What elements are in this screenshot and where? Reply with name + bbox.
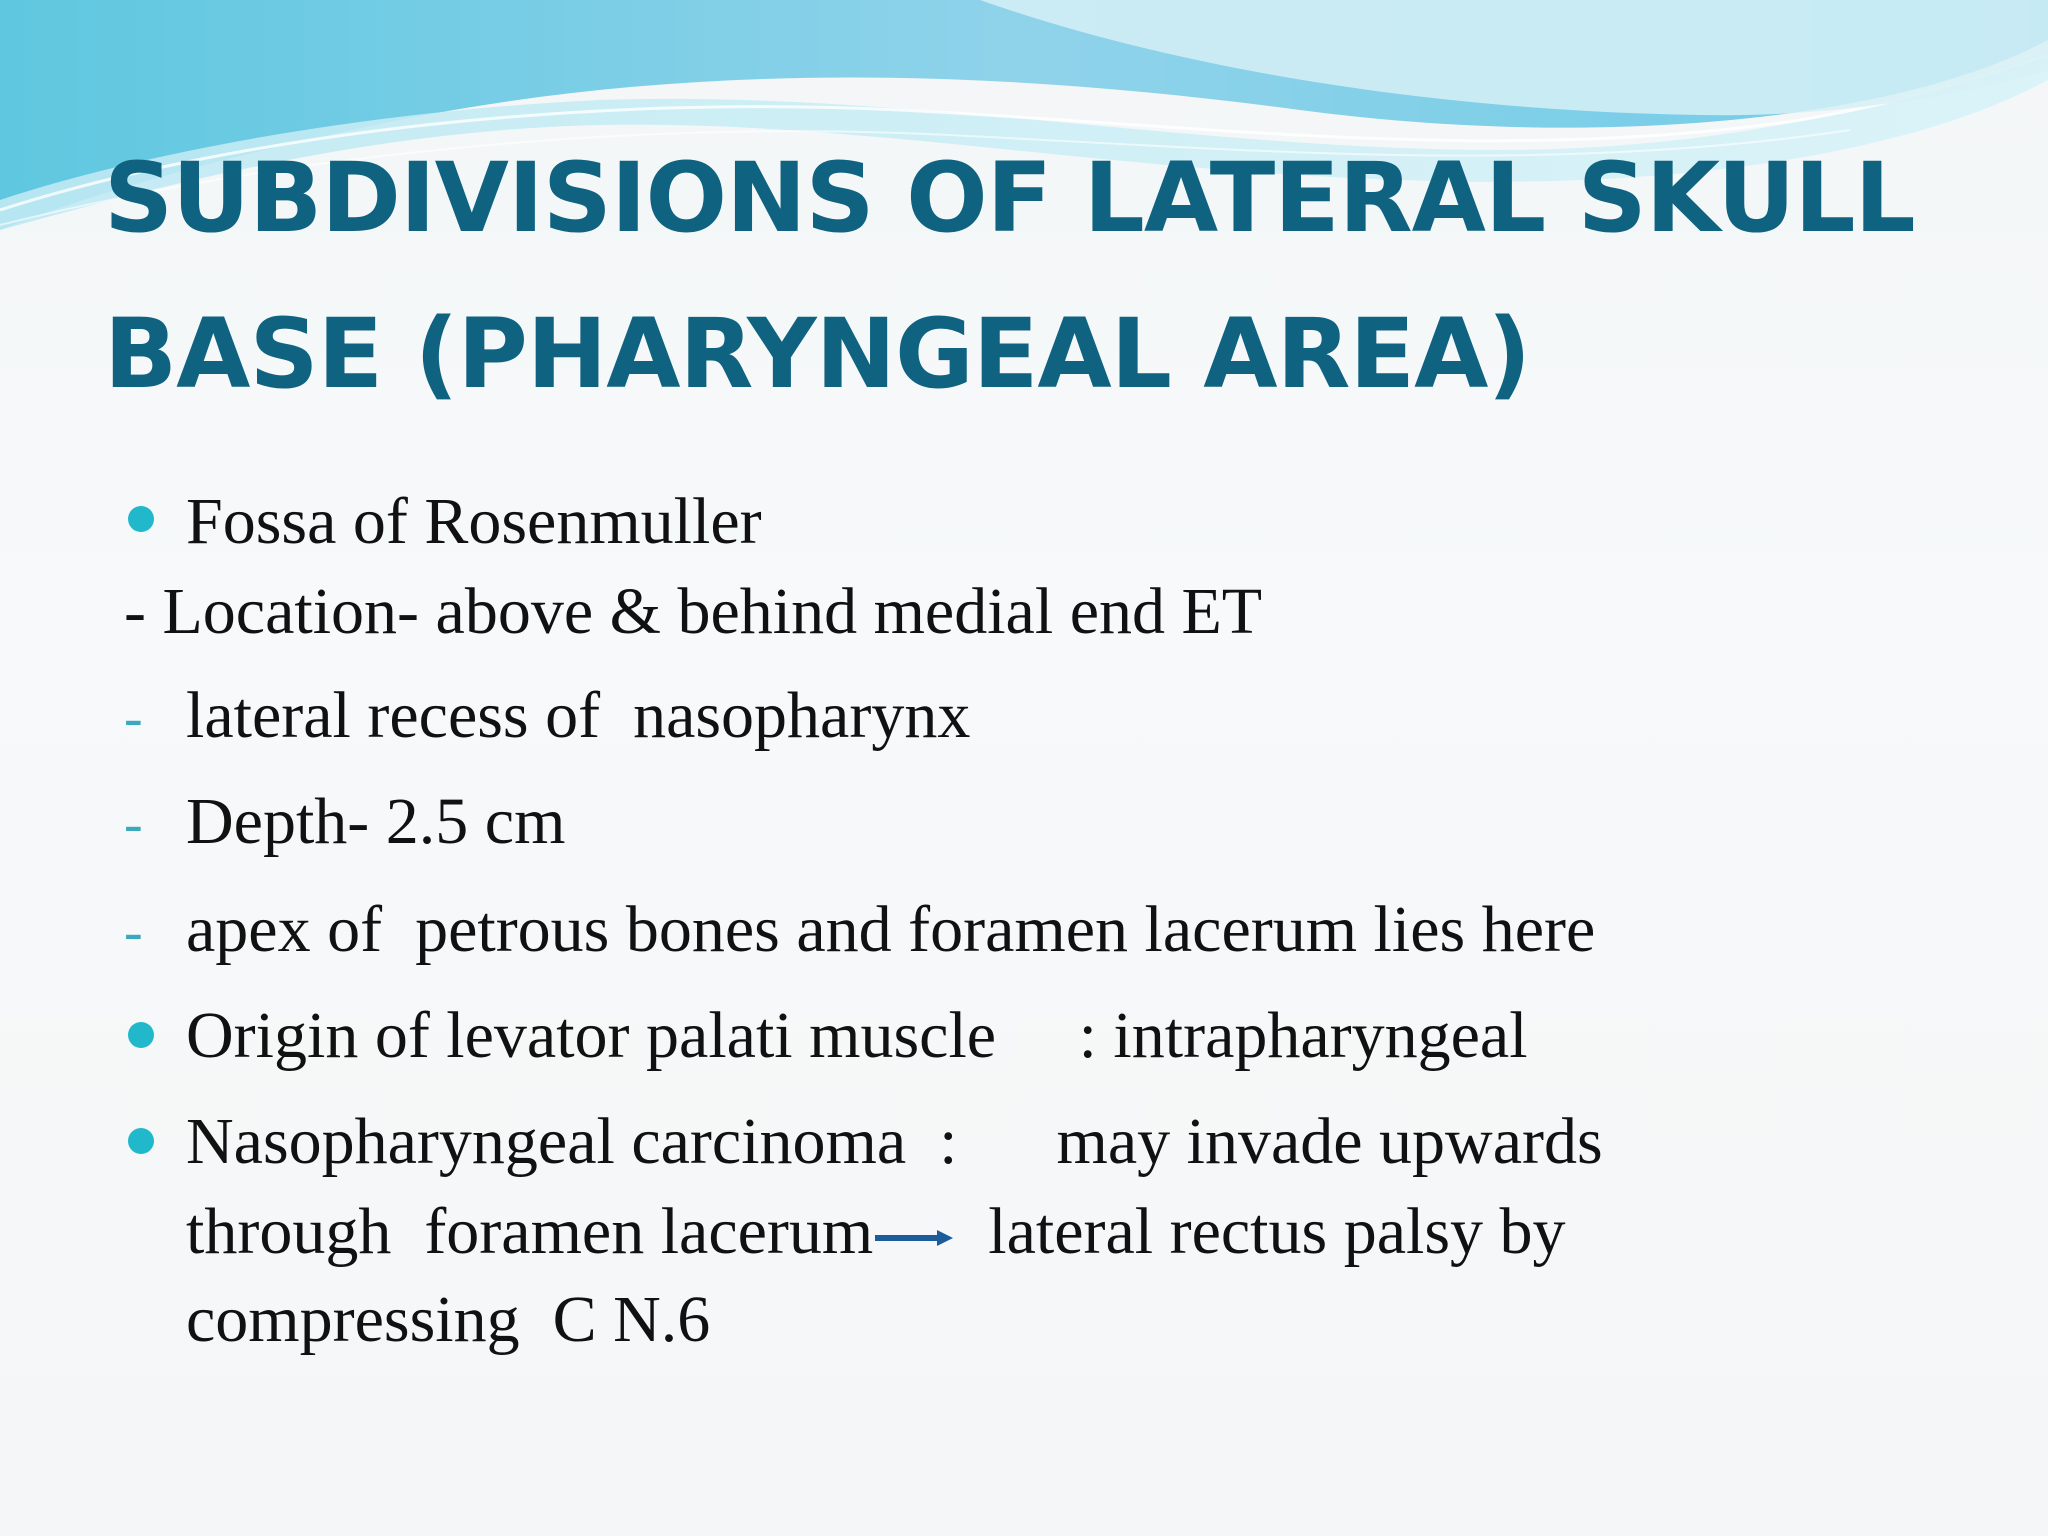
list-item: Depth- 2.5 cm [186,785,566,858]
right-arrow-icon [875,1228,953,1248]
list-item-continuation [186,1192,1566,1272]
title-line-2: BASE (PHARYNGEAL AREA) [104,298,1531,410]
dash-icon: - [124,901,143,963]
list-item: Origin of levator palati muscle : intrapharyngeal [186,999,1528,1072]
text-after-arrow: lateral rectus palsy by [955,1195,1566,1268]
list-item: lateral recess of nasopharynx [186,679,971,752]
dash-icon: - [124,687,143,749]
dash-icon: - [124,793,143,855]
list-item: apex of petrous bones and foramen lacerum lies here [186,893,1596,966]
list-item: Fossa of Rosenmuller [186,485,762,558]
list-item-continuation: compressing C N.6 [186,1283,711,1356]
bullet-icon [128,1128,154,1154]
bullet-icon [128,506,154,532]
list-item: Nasopharyngeal carcinoma : may invade upwards [186,1105,1603,1178]
text-before-arrow: through foramen lacerum [186,1195,874,1268]
bullet-icon [128,1022,154,1048]
title-line-1: SUBDIVISIONS OF LATERAL SKULL [104,142,1915,254]
list-item: - Location- above & behind medial end ET [124,575,1263,648]
